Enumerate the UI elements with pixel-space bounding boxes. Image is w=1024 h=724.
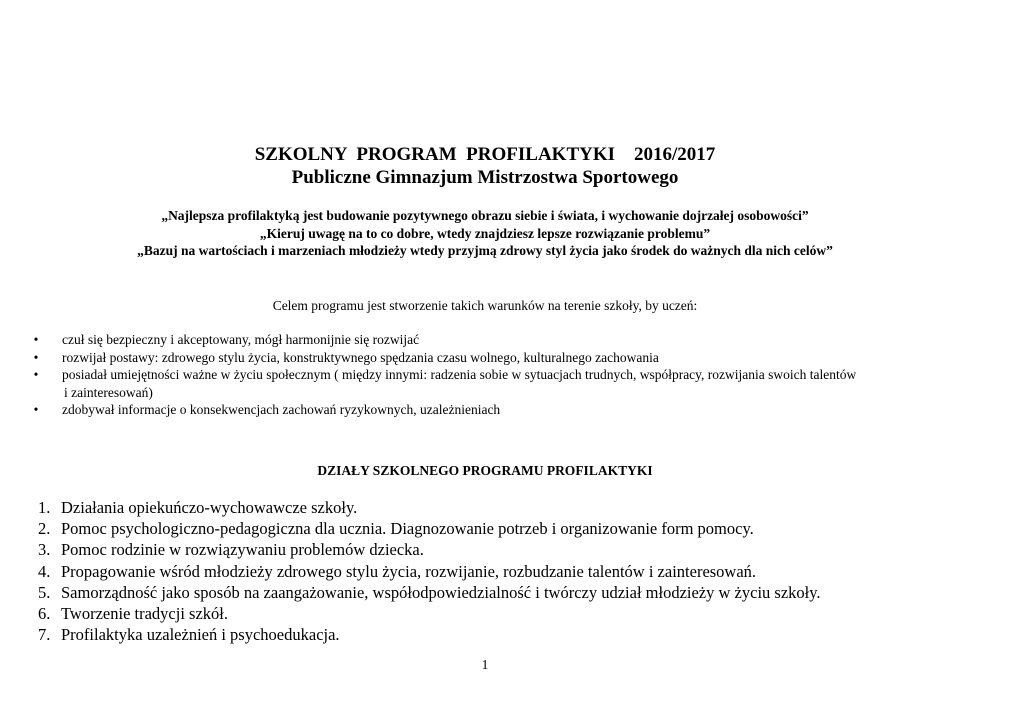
section-number: 4. — [38, 561, 51, 581]
bullet-list-item — [30, 401, 990, 419]
section-list-item — [38, 603, 998, 624]
section-text: Profilaktyka uzależnień i psychoedukacja. — [61, 625, 340, 645]
bullet-list-item — [30, 331, 990, 349]
section-list-item — [38, 624, 998, 645]
section-number: 3. — [38, 540, 51, 560]
bullet-list-item — [30, 366, 990, 401]
bullet-list-item — [30, 349, 990, 367]
section-list-item — [38, 518, 998, 539]
bullet-icon: • — [33, 332, 39, 347]
section-number: 2. — [38, 519, 51, 539]
bullet-text-continuation: i zainteresowań) — [64, 384, 153, 400]
section-number: 1. — [38, 498, 51, 517]
section-number: 6. — [38, 604, 51, 624]
bullet-icon: • — [33, 402, 39, 417]
section-list-item — [38, 497, 998, 518]
section-text: Propagowanie wśród młodzieży zdrowego stylu życia, rozwijanie, rozbudzanie talentów i zainteresowań. — [61, 561, 757, 581]
bullet-icon: • — [33, 349, 39, 365]
motto-quote: „Bazuj na wartościach i marzeniach młodzieży wtedy przyjmą zdrowy styl życia jako środek do ważnych dla nich celów” — [137, 243, 833, 258]
section-text: Samorządność jako sposób na zaangażowanie, współodpowiedzialność i twórczy udział młodzieży w życiu szkoły. — [61, 582, 821, 602]
program-goal-intro: Celem programu jest stworzenie takich warunków na terenie szkoły, by uczeń: — [272, 298, 698, 313]
document-subtitle: Publiczne Gimnazjum Mistrzostwa Sportowego — [291, 167, 679, 188]
section-list-item — [38, 561, 998, 582]
section-list-item — [38, 582, 998, 603]
section-text: Działania opiekuńczo-wychowawcze szkoły. — [61, 498, 358, 517]
bullet-text: rozwijał postawy: zdrowego stylu życia, konstruktywnego spędzania czasu wolnego, kulturalnego zachowania — [62, 349, 659, 365]
motto-quotes — [0, 207, 970, 260]
section-list-item — [38, 539, 998, 560]
program-sections-list — [38, 497, 998, 645]
section-number: 5. — [38, 582, 51, 602]
section-number: 7. — [38, 625, 51, 645]
section-text: Tworzenie tradycji szkół. — [61, 604, 228, 624]
motto-quote: „Kieruj uwagę na to co dobre, wtedy znajdziesz lepsze rozwiązanie problemu” — [259, 225, 711, 241]
motto-quote: „Najlepsza profilaktyką jest budowanie pozytywnego obrazu siebie i świata, i wychowanie dojrzałej osobowości” — [161, 208, 809, 223]
bullet-text: czuł się bezpieczny i akceptowany, mógł harmonijnie się rozwijać — [62, 332, 420, 347]
document-title: SZKOLNY PROGRAM PROFILAKTYKI 2016/2017 — [254, 144, 716, 165]
sections-heading: DZIAŁY SZKOLNEGO PROGRAMU PROFILAKTYKI — [317, 463, 653, 478]
page-number: 1 — [481, 657, 489, 672]
section-text: Pomoc psychologiczno-pedagogiczna dla ucznia. Diagnozowanie potrzeb i organizowanie form pomocy. — [61, 519, 754, 539]
bullet-text: zdobywał informacje o konsekwencjach zachowań ryzykownych, uzależnieniach — [62, 402, 501, 417]
goal-bullet-list — [30, 331, 990, 419]
bullet-text: posiadał umiejętności ważne w życiu społecznym ( między innymi: radzenia sobie w sytuacjach trudnych, współpracy, rozwijania swoich talentów — [62, 367, 857, 382]
section-text: Pomoc rodzinie w rozwiązywaniu problemów dziecka. — [61, 540, 424, 560]
bullet-icon: • — [33, 367, 39, 382]
